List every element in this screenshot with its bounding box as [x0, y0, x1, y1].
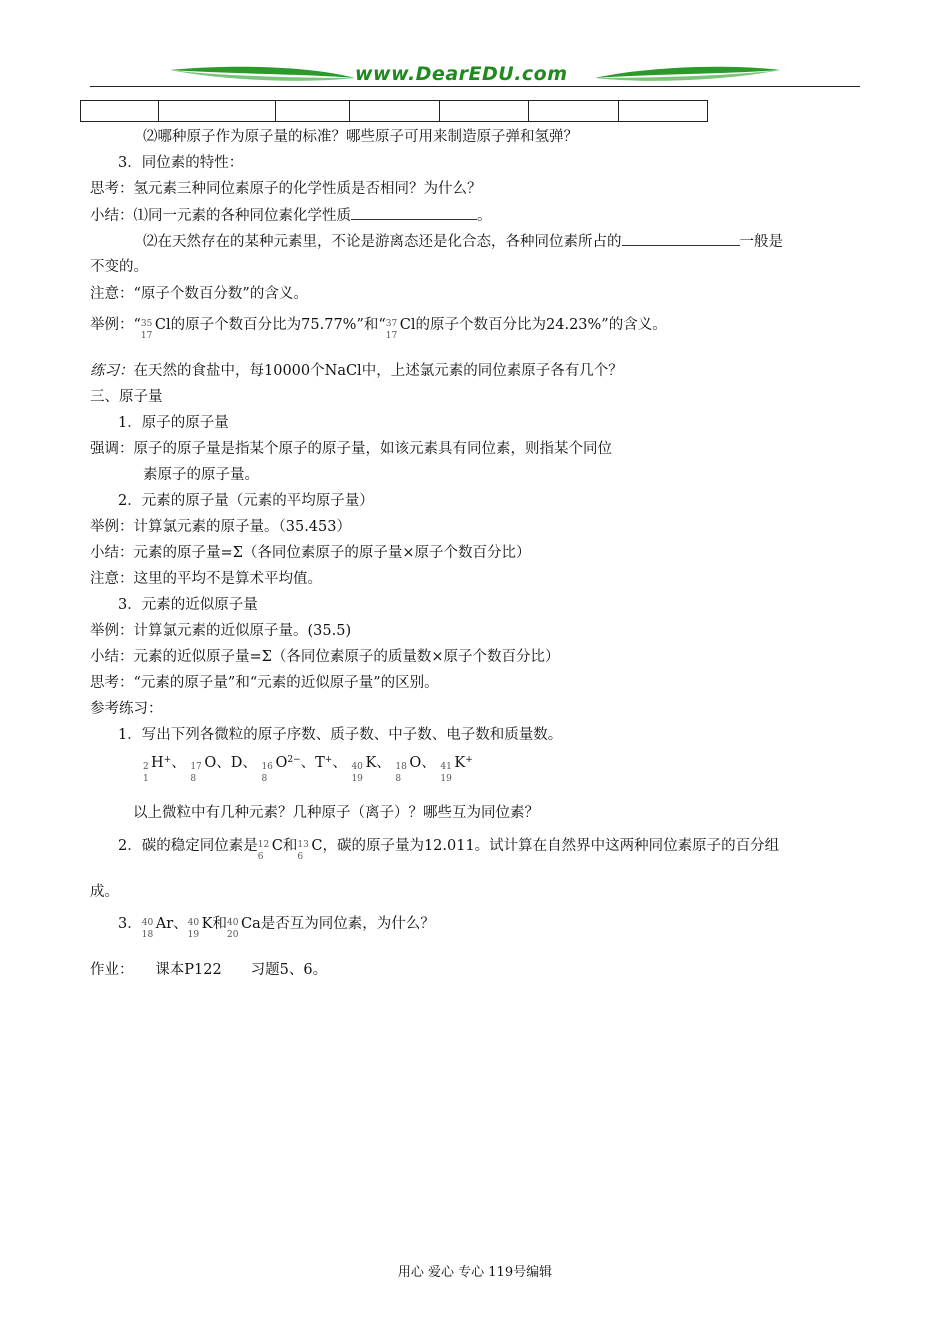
charge: + — [324, 755, 333, 765]
homework: 作业： 课本P122 习题5、6。 — [90, 962, 328, 978]
table-cell — [529, 101, 619, 122]
example-1-mid: Cl的原子个数百分比为75.77%”和“ — [154, 317, 386, 333]
atomic-number: 6 — [297, 852, 304, 862]
note-2: 注意：这里的平均不是算术平均值。 — [90, 571, 322, 587]
atomic-number: 8 — [261, 774, 268, 784]
isotope-ar40 — [141, 910, 156, 940]
reference-q3 — [118, 910, 435, 940]
section-3-1: 1．原子的原子量 — [118, 415, 229, 431]
site-logo-text: www.DearEDU.com — [355, 63, 568, 85]
particle-k40 — [351, 754, 377, 784]
mass-number: 40 — [351, 762, 363, 772]
isotope-k40 — [187, 910, 202, 940]
atomic-number: 18 — [141, 930, 154, 940]
heading-isotope-properties: 3．同位素的特性： — [118, 155, 244, 171]
mass-number: 40 — [187, 918, 200, 928]
symbol: K — [454, 755, 466, 771]
summary-2-text: ⑵在天然存在的某种元素里，不论是游离态还是化合态，各种同位素所占的 — [143, 234, 622, 250]
isotope-cl35 — [140, 311, 155, 341]
summary-2 — [143, 232, 783, 251]
summary-2-end: 一般是 — [739, 234, 783, 250]
mass-number: 12 — [257, 840, 270, 850]
q2-text: 2．碳的稳定同位素是 — [118, 838, 258, 854]
mass-number: 2 — [143, 762, 149, 772]
symbol: O — [409, 755, 422, 771]
particle-o17 — [190, 754, 217, 784]
mass-number: 35 — [140, 319, 153, 329]
atomic-number: 17 — [385, 331, 398, 341]
isotope-c12 — [257, 832, 272, 862]
atomic-number: 1 — [143, 774, 149, 784]
particle-list — [143, 754, 473, 784]
mass-number: 18 — [395, 762, 407, 772]
mass-number: 17 — [190, 762, 202, 772]
symbol: H — [151, 755, 164, 771]
q2-end: C，碳的原子量为12.011。试计算在自然界中这两种同位素原子的百分组 — [311, 838, 780, 854]
particle-k41 — [440, 754, 473, 784]
atomic-number: 6 — [257, 852, 264, 862]
atomic-number: 8 — [190, 774, 197, 784]
example-1 — [90, 311, 667, 341]
practice-label: 练习： — [90, 363, 134, 379]
mass-number: 16 — [261, 762, 273, 772]
question-2: ⑵哪种原子作为原子量的标准？哪些原子可用来制造原子弹和氢弹？ — [143, 129, 578, 145]
reference-q2 — [118, 832, 779, 862]
table-cell — [619, 101, 708, 122]
summary-2-cont: 不变的。 — [90, 259, 148, 275]
summary-4: 小结：元素的近似原子量=Σ（各同位素原子的质量数×原子个数百分比） — [90, 649, 560, 665]
reference-q1-question: 以上微粒中有几种元素？几种原子（离子）？哪些互为同位素？ — [133, 805, 539, 821]
section-3-heading: 三、原子量 — [90, 389, 163, 405]
charge: + — [465, 755, 473, 765]
q3-end: Ca是否互为同位素，为什么？ — [240, 916, 435, 932]
table-cell — [276, 101, 350, 122]
mass-number: 40 — [226, 918, 239, 928]
atomic-number: 8 — [395, 774, 402, 784]
separator: 、T — [300, 755, 325, 771]
particle-o18 — [395, 754, 422, 784]
emphasis-1: 强调：原子的原子量是指某个原子的原子量，如该元素具有同位素，则指某个同位 — [90, 441, 612, 457]
particle-o16 — [261, 754, 301, 784]
fill-blank[interactable] — [351, 206, 477, 220]
separator: 、D、 — [216, 755, 257, 771]
example-1-end: Cl的原子个数百分比为24.23%”的含义。 — [399, 317, 667, 333]
separator: 、 — [332, 755, 347, 771]
summary-1-text: 小结：⑴同一元素的各种同位素化学性质 — [90, 208, 351, 224]
reference-heading: 参考练习： — [90, 701, 163, 717]
section-3-3: 3．元素的近似原子量 — [118, 597, 258, 613]
mass-number: 13 — [297, 840, 309, 850]
emphasis-1-cont: 素原子的原子量。 — [143, 467, 259, 483]
isotope-c13 — [297, 832, 311, 862]
particle-h — [143, 754, 172, 784]
summary-3: 小结：元素的原子量=Σ（各同位素原子的原子量×原子个数百分比） — [90, 545, 531, 561]
separator: 、 — [421, 755, 436, 771]
atomic-number: 20 — [226, 930, 239, 940]
mass-number: 41 — [440, 762, 452, 772]
header-rule — [90, 86, 860, 87]
table-cell — [440, 101, 529, 122]
symbol: O — [275, 755, 288, 771]
fill-blank[interactable] — [622, 232, 740, 246]
charge: 2− — [287, 755, 301, 765]
practice — [90, 362, 623, 380]
atomic-number: 19 — [440, 774, 452, 784]
mass-number: 37 — [385, 319, 398, 329]
table-cell — [159, 101, 276, 122]
atomic-number: 19 — [187, 930, 200, 940]
example-3: 举例：计算氯元素的近似原子量。(35.5) — [90, 623, 352, 639]
think-1: 思考：氢元素三种同位素原子的化学性质是否相同？为什么？ — [90, 181, 482, 197]
section-3-2: 2．元素的原子量（元素的平均原子量） — [118, 493, 374, 509]
table-cell — [350, 101, 440, 122]
symbol: O — [204, 755, 217, 771]
note-1: 注意：“原子个数百分数”的含义。 — [90, 286, 308, 302]
think-2: 思考：“元素的原子量”和“元素的近似原子量”的区别。 — [90, 675, 439, 691]
isotope-ca40 — [226, 910, 241, 940]
q3-k: K和 — [201, 916, 227, 932]
blank-table — [80, 100, 708, 122]
atomic-number: 19 — [351, 774, 363, 784]
practice-text: 在天然的食盐中，每10000个NaCl中，上述氯元素的同位素原子各有几个？ — [133, 363, 623, 379]
example-2: 举例：计算氯元素的原子量。（35.453） — [90, 519, 351, 535]
separator: 、 — [376, 755, 391, 771]
summary-1-end: 。 — [477, 208, 492, 224]
q3-ar: Ar、 — [155, 916, 188, 932]
q2-mid: C和 — [271, 838, 298, 854]
table-cell — [81, 101, 159, 122]
q3-number: 3． — [118, 916, 142, 932]
page-footer: 用心 爱心 专心 119号编辑 — [397, 1265, 553, 1280]
example-1-text: 举例：“ — [90, 317, 141, 333]
separator: 、 — [171, 755, 186, 771]
table-row — [81, 101, 708, 122]
symbol: K — [365, 755, 377, 771]
atomic-number: 17 — [140, 331, 153, 341]
isotope-cl37 — [385, 311, 400, 341]
reference-q1: 1．写出下列各微粒的原子序数、质子数、中子数、电子数和质量数。 — [118, 727, 563, 743]
summary-1 — [90, 206, 492, 225]
charge: + — [163, 755, 172, 765]
mass-number: 40 — [141, 918, 154, 928]
reference-q2-cont: 成。 — [90, 884, 119, 900]
